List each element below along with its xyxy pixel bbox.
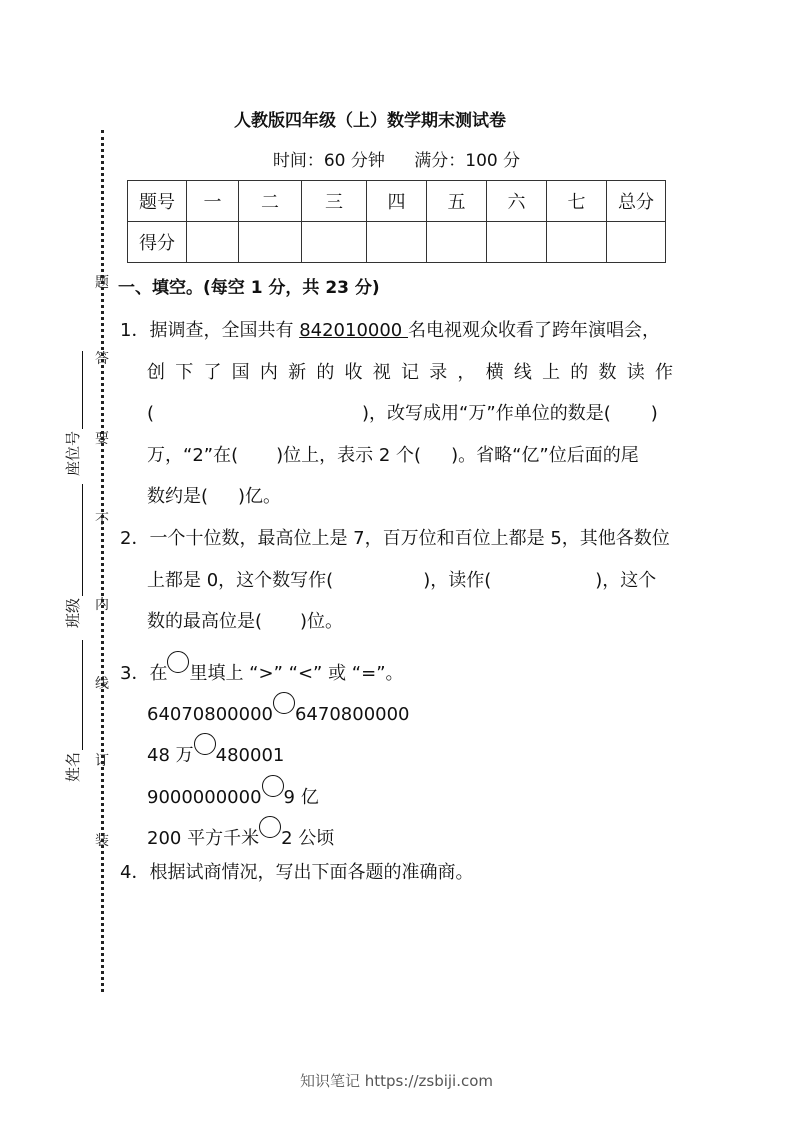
q1-char: 的 — [316, 362, 335, 383]
exam-info — [0, 146, 793, 171]
comparison-circle[interactable] — [273, 692, 295, 714]
q1-text: )亿。 — [238, 486, 282, 507]
q1-text: 万，“2”在( — [147, 445, 239, 466]
q1-text: )，改写成用“万”作单位的数是( — [362, 403, 611, 424]
q3-text: 3．在 — [120, 663, 168, 684]
q1-line3 — [147, 399, 658, 425]
score-input-cell[interactable] — [187, 222, 239, 263]
q3-left-value: 48 万 — [147, 745, 194, 766]
score-table-cell: 总分 — [607, 181, 666, 222]
q2-text: )位。 — [300, 611, 344, 632]
q1-line1 — [120, 316, 660, 342]
q2-text: )，读作( — [423, 570, 492, 591]
comparison-circle[interactable] — [259, 816, 281, 838]
q3-line1 — [120, 651, 404, 685]
exam-title: 人教版四年级（上）数学期末测试卷 — [234, 111, 506, 131]
q1-char: 收 — [344, 362, 363, 383]
q2-text: 上都是 0，这个数写作( — [147, 570, 334, 591]
section-heading: 一、填空。(每空 1 分，共 23 分) — [118, 278, 380, 298]
q1-char: 线 — [513, 362, 532, 383]
q1-char: 创 — [147, 362, 165, 383]
q1-char: ， — [457, 362, 476, 383]
q1-char: 的 — [570, 362, 589, 383]
q1-char: 记 — [400, 362, 419, 383]
q1-line2 — [147, 358, 673, 384]
q1-underlined-number: 842010000 — [299, 320, 408, 341]
binding-char: 装 — [95, 833, 109, 849]
score-table-cell: 五 — [427, 181, 487, 222]
q3-left-value: 200 平方千米 — [147, 828, 260, 849]
q1-char: 内 — [259, 362, 278, 383]
time-limit: 时间：60 分钟 — [272, 151, 385, 171]
q1-char: 数 — [598, 362, 617, 383]
q2-text: )，这个 — [595, 570, 657, 591]
q1-char: 下 — [175, 362, 194, 383]
q1-char: 作 — [654, 362, 673, 383]
score-input-cell[interactable] — [607, 222, 666, 263]
q1-line5 — [147, 482, 281, 508]
score-table-cell: 六 — [487, 181, 547, 222]
q1-char: 了 — [203, 362, 222, 383]
q2-text: 数的最高位是( — [147, 611, 263, 632]
score-table-cell: 题号 — [128, 181, 187, 222]
q4-line1: 4．根据试商情况，写出下面各题的准确商。 — [120, 862, 474, 883]
binding-char: 不 — [95, 512, 109, 528]
binding-char: 线 — [95, 676, 109, 692]
score-table — [127, 180, 666, 263]
q1-char: 读 — [626, 362, 645, 383]
name-field — [62, 640, 83, 782]
q1-char: 新 — [288, 362, 307, 383]
score-input-cell[interactable] — [239, 222, 302, 263]
score-table-cell: 四 — [367, 181, 427, 222]
binding-dotted-line — [101, 130, 104, 992]
q3-right-value: 6470800000 — [294, 704, 410, 725]
comparison-circle[interactable] — [194, 733, 216, 755]
score-input-cell[interactable] — [367, 222, 427, 263]
binding-char: 题 — [95, 275, 109, 291]
score-table-cell: 三 — [302, 181, 367, 222]
score-input-cell[interactable] — [487, 222, 547, 263]
q1-char: 上 — [542, 362, 561, 383]
q1-char: 国 — [231, 362, 250, 383]
q3-right-value: 9 亿 — [283, 787, 319, 808]
q2-line1: 2．一个十位数，最高位上是 7，百万位和百位上都是 5，其他各数位 — [120, 528, 670, 549]
q1-text: )。省略“亿”位后面的尾 — [451, 445, 639, 466]
class-label: 班级 — [64, 597, 82, 628]
comparison-circle[interactable] — [262, 775, 284, 797]
q3-right-value: 480001 — [215, 745, 285, 766]
q3-item — [147, 816, 334, 850]
q1-char: 横 — [485, 362, 504, 383]
q3-item — [147, 692, 410, 725]
q1-char: 视 — [372, 362, 391, 383]
score-input-cell[interactable] — [547, 222, 607, 263]
full-score: 满分：100 分 — [414, 151, 521, 171]
q3-item — [147, 775, 319, 809]
name-label: 姓名 — [64, 751, 82, 782]
q2-line3 — [147, 607, 343, 633]
q1-text: 1．据调查，全国共有 — [120, 320, 300, 341]
binding-char: 订 — [95, 753, 109, 769]
q1-paren: ( — [147, 403, 155, 424]
q1-text: 名电视观众收看了跨年演唱会， — [407, 320, 660, 341]
score-table-score-row — [128, 222, 666, 263]
binding-char: 答 — [95, 351, 109, 367]
class-field — [62, 484, 83, 628]
score-input-cell[interactable] — [427, 222, 487, 263]
q2-line2 — [147, 566, 656, 592]
score-table-cell: 七 — [547, 181, 607, 222]
q1-line4 — [147, 441, 639, 467]
q3-right-value: 2 公顷 — [281, 828, 335, 849]
q1-text: 数约是( — [147, 486, 209, 507]
score-row-label: 得分 — [128, 222, 187, 263]
binding-char: 内 — [95, 597, 109, 613]
q3-left-value: 64070800000 — [147, 704, 273, 725]
seat-number-field — [62, 351, 83, 476]
score-table-cell: 二 — [239, 181, 302, 222]
q1-paren: ) — [650, 403, 658, 424]
score-input-cell[interactable] — [302, 222, 367, 263]
q3-text: 里填上 “>” “<” 或 “=”。 — [189, 663, 404, 684]
q3-left-value: 9000000000 — [147, 787, 262, 808]
q1-text: )位上，表示 2 个( — [276, 445, 422, 466]
binding-char: 要 — [95, 431, 109, 447]
footer-watermark: 知识笔记 https://zsbiji.com — [299, 1072, 494, 1090]
q3-item — [147, 733, 284, 767]
comparison-circle-icon — [167, 651, 189, 673]
score-table-cell: 一 — [187, 181, 239, 222]
score-table-header-row — [128, 181, 666, 222]
q1-char: 录 — [429, 362, 448, 383]
seat-number-label: 座位号 — [64, 430, 82, 476]
